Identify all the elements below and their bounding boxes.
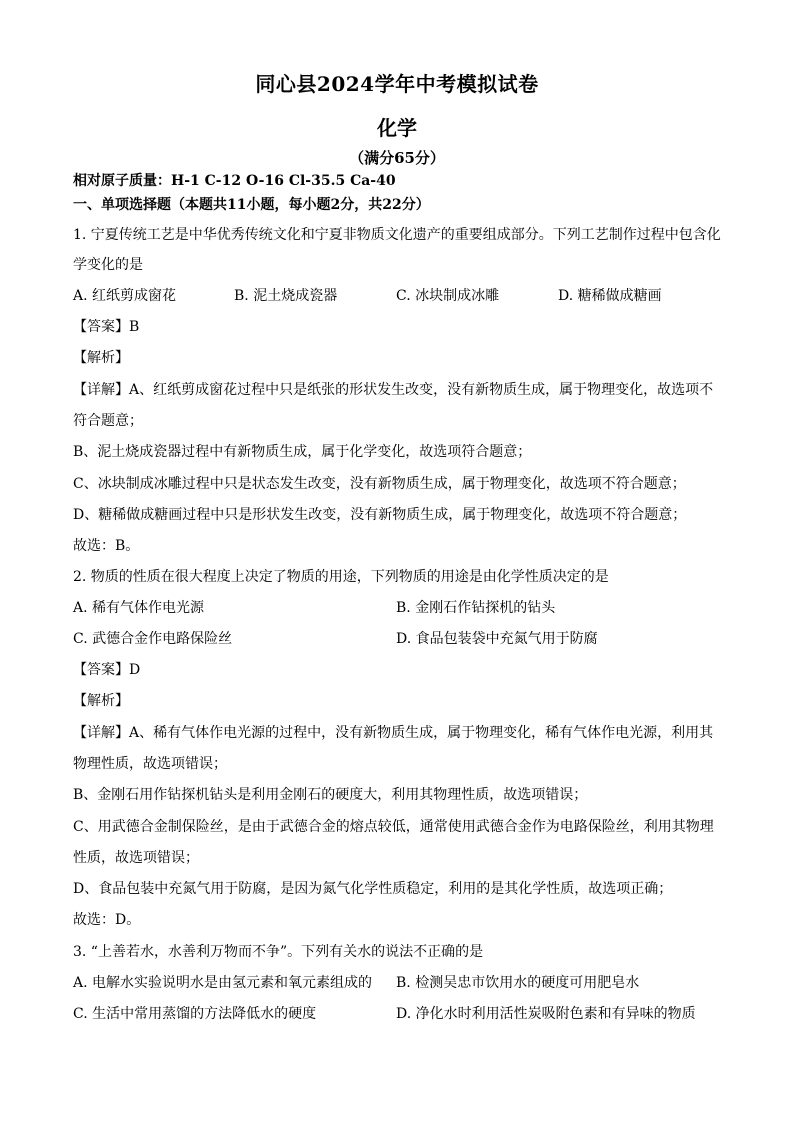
- q2-detail-c-line1: C、用武德合金制保险丝，是由于武德合金的熔点较低，通常使用武德合金作为电路保险丝，利用其物理: [73, 819, 714, 835]
- q2-conclusion: 故选：D。: [73, 912, 141, 928]
- q2-option-b: B. 金刚石作钻探机的钻头: [396, 600, 556, 616]
- q2-detail-line2: 物理性质，故选项错误；: [73, 756, 227, 772]
- q2-detail-d: D、食品包装中充氮气用于防腐，是因为氮气化学性质稳定，利用的是其化学性质，故选项正确；: [73, 881, 673, 897]
- q1-detail-b: B、泥土烧成瓷器过程中有新物质生成，属于化学变化，故选项符合题意；: [73, 444, 532, 460]
- q2-stem: 2. 物质的性质在很大程度上决定了物质的用途，下列物质的用途是由化学性质决定的是: [73, 569, 609, 585]
- q2-option-c: C. 武德合金作电路保险丝: [73, 631, 233, 647]
- q2-detail-line1: 【详解】A、稀有气体作电光源的过程中，没有新物质生成，属于物理变化，稀有气体作电光源，利用其: [73, 725, 714, 741]
- q3-option-c: C. 生活中常用蒸馏的方法降低水的硬度: [73, 1006, 317, 1022]
- q1-conclusion: 故选：B。: [73, 538, 140, 554]
- q1-analysis-label: 【解析】: [73, 350, 129, 366]
- q2-answer: 【答案】D: [73, 662, 141, 678]
- q3-stem: 3. “上善若水，水善利万物而不争”。下列有关水的说法不正确的是: [73, 944, 484, 960]
- q2-option-d: D. 食品包装袋中充氮气用于防腐: [396, 631, 598, 647]
- section-heading: 一、单项选择题（本题共11小题，每小题2分，共22分）: [73, 197, 430, 213]
- q3-option-a: A. 电解水实验说明水是由氢元素和氧元素组成的: [73, 975, 373, 991]
- q1-detail-c: C、冰块制成冰雕过程中只是状态发生改变，没有新物质生成，属于物理变化，故选项不符合题意；: [73, 476, 686, 492]
- q1-detail-line2: 符合题意；: [73, 413, 143, 429]
- q1-option-c: C. 冰块制成冰雕: [396, 288, 500, 304]
- q3-option-d: D. 净化水时利用活性炭吸附色素和有异味的物质: [396, 1006, 696, 1022]
- q1-option-a: A. 红纸剪成窗花: [73, 288, 177, 304]
- q1-detail-line1: 【详解】A、红纸剪成窗花过程中只是纸张的形状发生改变，没有新物质生成，属于物理变化，故选项不: [73, 382, 714, 398]
- q3-option-b: B. 检测吴忠市饮用水的硬度可用肥皂水: [396, 975, 640, 991]
- exam-title: 同心县2024学年中考模拟试卷: [255, 72, 539, 96]
- subject-title: 化学: [377, 116, 417, 140]
- q2-detail-c-line2: 性质，故选项错误；: [73, 850, 199, 866]
- q2-detail-b: B、金刚石用作钻探机钻头是利用金刚石的硬度大，利用其物理性质，故选项错误；: [73, 787, 588, 803]
- q2-analysis-label: 【解析】: [73, 693, 129, 709]
- atomic-mass-line: 相对原子质量：H-1 C-12 O-16 Cl-35.5 Ca-40: [73, 173, 396, 189]
- full-score: （满分65分）: [349, 149, 445, 167]
- q1-option-d: D. 糖稀做成糖画: [558, 288, 662, 304]
- q1-answer: 【答案】B: [73, 319, 140, 335]
- q2-option-a: A. 稀有气体作电光源: [73, 600, 205, 616]
- q1-detail-d: D、糖稀做成糖画过程中只是形状发生改变，没有新物质生成，属于物理变化，故选项不符合题意；: [73, 507, 687, 523]
- q1-option-b: B. 泥土烧成瓷器: [234, 288, 338, 304]
- q1-stem-line2: 学变化的是: [73, 257, 143, 273]
- q1-stem-line1: 1. 宁夏传统工艺是中华优秀传统文化和宁夏非物质文化遗产的重要组成部分。下列工艺制作过程中包含化: [73, 227, 721, 243]
